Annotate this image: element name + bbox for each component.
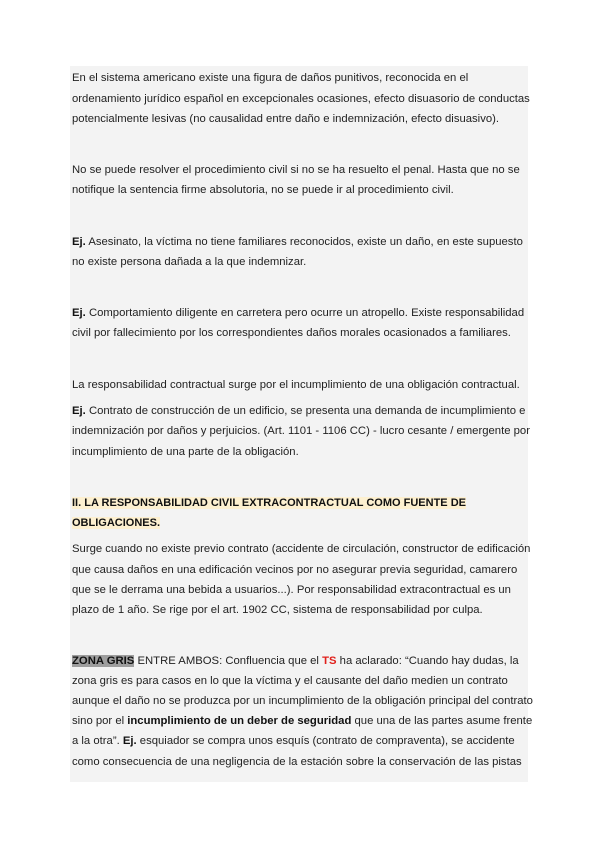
text-line: aunque el daño no se produzca por un incumplimiento de la obligación principal del contrato: [72, 695, 533, 707]
text-line: [72, 714, 532, 728]
text: Asesinato, la víctima no tiene familiares reconocidos, existe un daño, en este supuesto: [85, 236, 523, 248]
bold-text: incumplimiento de un deber de seguridad: [127, 715, 352, 727]
text: esquiador se compra unos esquís (contrato de compraventa), se accidente: [136, 735, 515, 747]
text-line: [72, 404, 525, 418]
text: ha aclarado: “Cuando hay dudas, la: [336, 655, 519, 667]
text-line: que causa daños en una edificación vecinos por no asegurar previa seguridad, camarero: [72, 564, 518, 576]
text-line: No se puede resolver el procedimiento civil si no se ha resuelto el penal. Hasta que no se: [72, 164, 520, 176]
text-line: incumplimiento de una parte de la obligación.: [72, 446, 299, 458]
ej-label: Ej.: [122, 735, 137, 747]
text-line: plazo de 1 año. Se rige por el art. 1902 CC, sistema de responsabilidad por culpa.: [72, 604, 483, 616]
ej-label: Ej.: [72, 307, 86, 319]
section-heading: [72, 496, 466, 510]
ej-label: Ej.: [72, 236, 86, 248]
text-line: [72, 734, 515, 748]
heading-text: OBLIGACIONES.: [72, 517, 161, 529]
text-line: potencialmente lesivas (no causalidad entre daño e indemnización, efecto disuasivo).: [72, 113, 500, 125]
text-line: Surge cuando no existe previo contrato (accidente de circulación, constructor de edificación: [72, 543, 531, 555]
text: Comportamiento diligente en carretera pero ocurre un atropello. Existe responsabilidad: [85, 307, 525, 319]
text-line: [72, 235, 523, 249]
text-line: indemnización por daños y perjuicios. (Art. 1101 - 1106 CC) - lucro cesante / emergente por: [72, 425, 530, 437]
text-line: La responsabilidad contractual surge por el incumplimiento de una obligación contractual.: [72, 379, 520, 391]
heading-text: II. LA RESPONSABILIDAD CIVIL EXTRACONTRACTUAL COMO FUENTE DE: [72, 497, 466, 509]
text-line: [72, 306, 524, 320]
text-line: ordenamiento jurídico español en excepcionales ocasiones, efecto disuasorio de conductas: [72, 93, 530, 105]
text: que una de las partes asume frente: [351, 715, 533, 727]
zona-gris-highlight: ZONA GRIS: [72, 655, 135, 667]
text: a la otra”.: [72, 735, 123, 747]
text-line: En el sistema americano existe una figura de daños punitivos, reconocida en el: [72, 72, 469, 84]
text-line: civil por fallecimiento por los correspondientes daños morales ocasionados a familiares.: [72, 327, 511, 339]
text: ENTRE AMBOS: Confluencia que el: [134, 655, 323, 667]
text: sino por el: [72, 715, 128, 727]
text: Contrato de construcción de un edificio, se presenta una demanda de incumplimiento e: [85, 405, 526, 417]
text-line: notifique la sentencia firme absolutoria, no se puede ir al procedimiento civil.: [72, 184, 454, 196]
text-line: que se le derrama una bebida a usuarios...). Por responsabilidad extracontractual es un: [72, 584, 511, 596]
section-heading: [72, 516, 160, 530]
text-line: no existe persona dañada a la que indemnizar.: [72, 256, 307, 268]
text-line: [72, 654, 519, 668]
ts-label: TS: [322, 655, 337, 667]
text-line: zona gris es para casos en lo que la víctima y el causante del daño medien un contrato: [72, 675, 508, 687]
ej-label: Ej.: [72, 405, 86, 417]
text-line: como consecuencia de una negligencia de la estación sobre la conservación de las pistas: [72, 756, 522, 768]
